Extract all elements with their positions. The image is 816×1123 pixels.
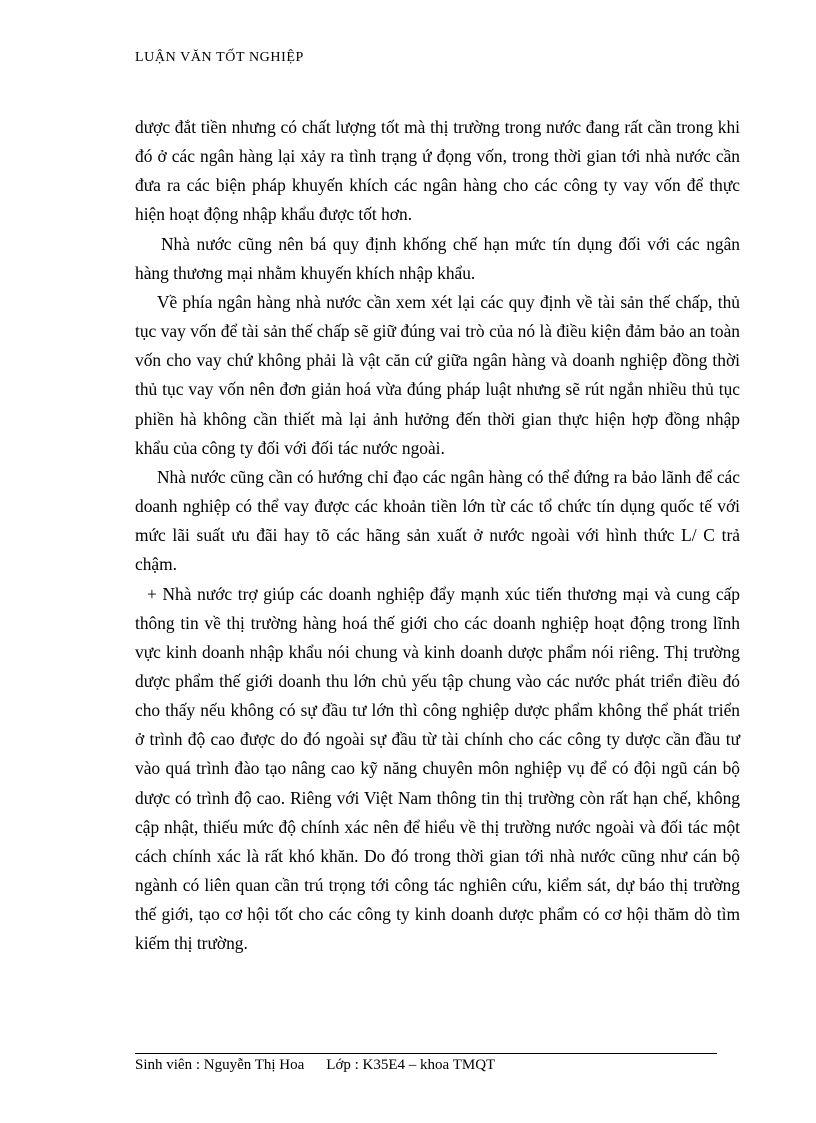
footer-student-name: Sinh viên : Nguyễn Thị Hoa — [135, 1057, 305, 1073]
page-footer — [135, 1057, 495, 1074]
footer-divider — [135, 1053, 717, 1054]
running-header: LUẬN VĂN TỐT NGHIỆP — [135, 50, 304, 65]
paragraph-credit-limit: Nhà nước cũng nên bá quy định khống chế hạn mức tín dụng đối với các ngân hàng thương mại nhằm khuyến khích nhập khẩu. — [135, 233, 740, 283]
body-text — [135, 113, 740, 959]
paragraph-credit-continuation: dược đắt tiền nhưng có chất lượng tốt mà thị trường trong nước đang rất cần trong khi đó ở các ngân hàng lại xảy ra tình trạng ứ đọng vốn, trong thời gian tới nhà nước cần đưa ra các biện pháp khuyến khích các ngân hàng cho các công ty vay vốn để thực hiện hoạt động nhập khẩu được tốt hơn. — [135, 117, 740, 225]
paragraph-bank-guarantee: Nhà nước cũng cần có hướng chỉ đạo các ngân hàng có thể đứng ra bảo lãnh để các doanh nghiệp có thể vay được các khoản tiền lớn từ các tổ chức tín dụng quốc tế với mức lãi suất ưu đãi hay tõ các hãng sản xuất ở nước ngoài với hình thức L/ C trả chậm. — [135, 466, 740, 575]
paragraph-trade-promotion: + Nhà nước trợ giúp các doanh nghiệp đẩy mạnh xúc tiến thương mại và cung cấp thông tin về thị trường hàng hoá thế giới cho các doanh nghiệp hoạt động trong lĩnh vực kinh doanh nhập khẩu nói chung và kinh doanh dược phẩm nói riêng. Thị trường dược phẩm thế giới doanh thu lớn chủ yếu tập chung vào các nước phát triển điều đó cho thấy nếu không có sự đầu tư lớn thì công nghiệp dược phẩm không thể phát triển ở trình độ cao được do đó ngoài sự đầu từ tài chính cho các công ty dược cần đầu tư vào quá trình đào tạo nâng cao kỹ năng chuyên môn nghiệp vụ để có đội ngũ cán bộ dược có trình độ cao. Riêng với Việt Nam thông tin thị trường còn rất hạn chế, không cập nhật, thiếu mức độ chính xác nên để hiểu về thị trường nước ngoài và đối tác một cách chính xác là rất khó khăn. Do đó trong thời gian tới nhà nước cũng như cán bộ ngành có liên quan cần trú trọng tới công tác nghiên cứu, kiểm sát, dự báo thị trường thế giới, tạo cơ hội tốt cho các công ty kinh doanh dược phẩm có cơ hội thăm dò tìm kiếm thị trường. — [135, 583, 740, 954]
footer-class: Lớp : K35E4 – khoa TMQT — [326, 1057, 496, 1073]
paragraph-collateral-rules: Về phía ngân hàng nhà nước cần xem xét lại các quy định về tài sản thế chấp, thủ tục vay vốn để tài sản thế chấp sẽ giữ đúng vai trò của nó là điều kiện đảm bảo an toàn vốn cho vay chứ không phải là vật căn cứ giữa ngân hàng và doanh nghiệp đồng thời thủ tục vay vốn nên đơn giản hoá vừa đúng pháp luật nhưng sẽ rút ngắn nhiều thủ tục phiền hà không cần thiết mà lại ảnh hưởng đến thời gian thực hiện hợp đồng nhập khẩu của công ty đối với đối tác nước ngoài. — [135, 291, 740, 458]
